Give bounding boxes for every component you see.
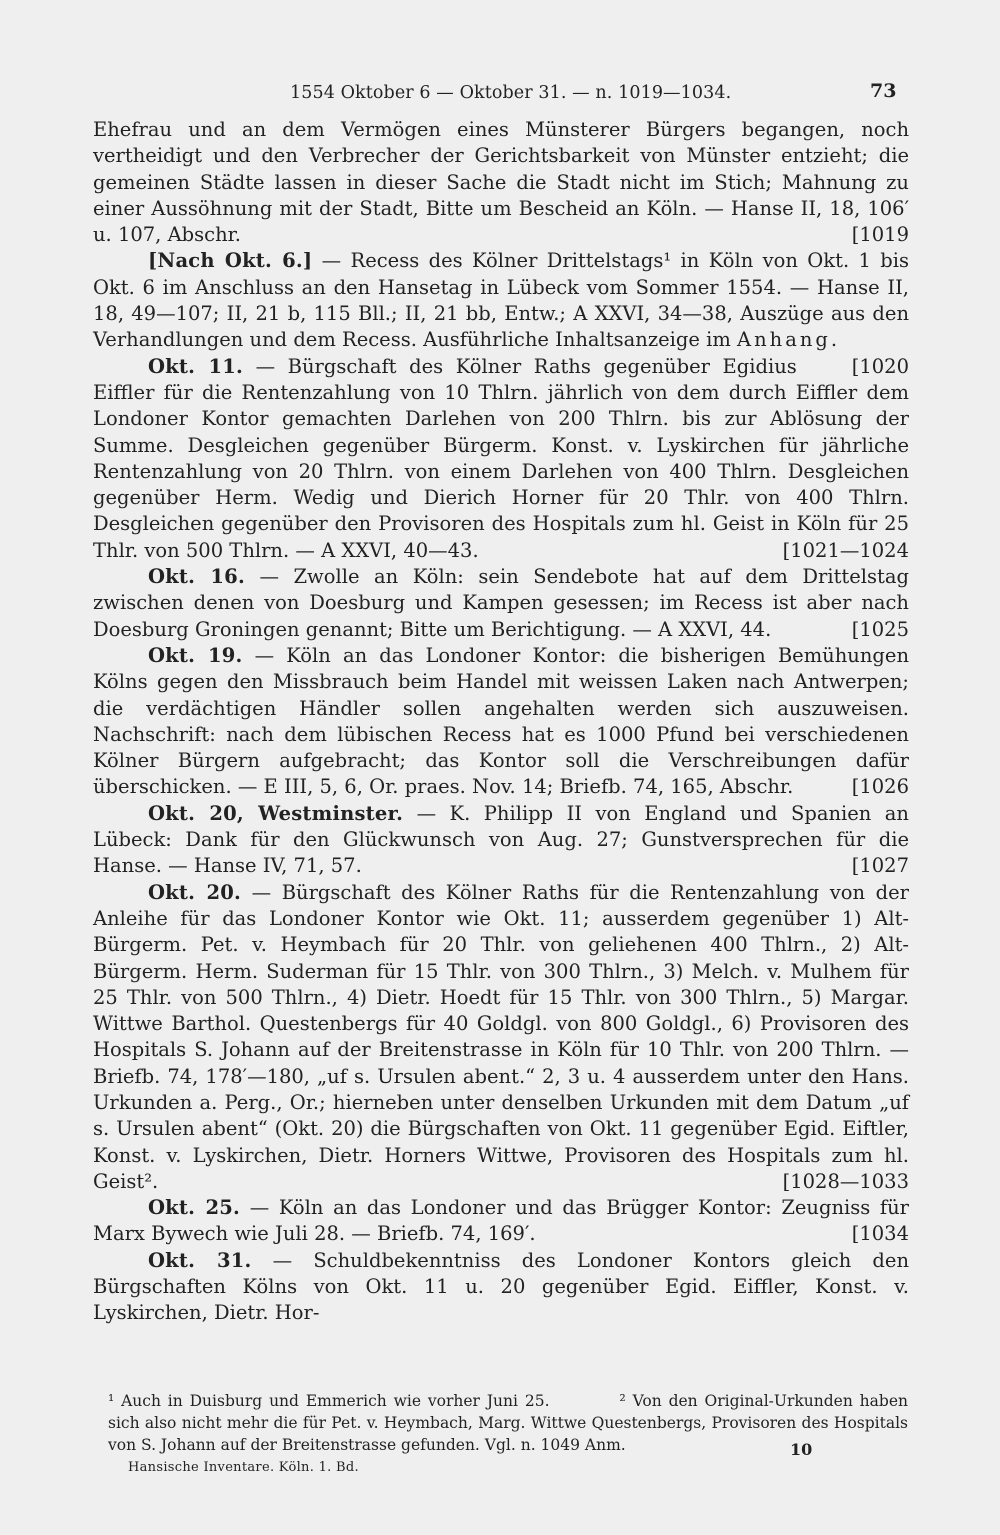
body-text — [93, 117, 909, 1327]
entry-1028-1033 — [93, 880, 909, 1196]
entry-date: Okt. 20. — [148, 880, 242, 904]
entry-number: [1025 — [851, 617, 909, 641]
entry-date: Okt. 16. — [148, 565, 245, 589]
entry-1026 — [93, 643, 909, 801]
entry-text: — K. Philipp II von England und Spanien an Lübeck: Dank für den Glückwunsch von Aug. 27; Gunstversprechen für die Hanse. — Hanse IV, 71, 57. — [93, 801, 909, 878]
entry-date: [Nach Okt. 6.] — [148, 249, 313, 273]
footnote-block — [108, 1390, 908, 1456]
entry-text: — Köln an das Londoner und das Brügger Kontor: Zeugniss für Marx Bywech wie Juli 28. — Briefb. 74, 169′. — [93, 1196, 910, 1246]
entry-text: Ehefrau und an dem Vermögen eines Münsterer Bürgers begangen, noch vertheidigt und den Verbrecher der Gerichtsbarkeit von Münster entzieht; die gemeinen Städte lassen in dieser Sache die Stadt nicht im Stich; Mahnung zu einer Aussöhnung mit der Stadt, Bitte um Bescheid an Köln. — Hanse II, 18, 106′ u. 107, Abschr. — [93, 118, 909, 247]
entry-date: Okt. 19. — [148, 643, 243, 667]
footnote-1: ¹ Auch in Duisburg und Emmerich wie vorher Juni 25. — [108, 1392, 550, 1410]
running-title: 1554 Oktober 6 — Oktober 31. — n. 1019—1034. — [290, 83, 732, 103]
entry-text: — Schuldbekenntniss des Londoner Kontors gleich den Bürgschaften Kölns von Okt. 11 u. 20 gegenüber Egid. Eiffler, Konst. v. Lyskirchen, Dietr. Hor- — [93, 1248, 909, 1325]
entry-number: [1034 — [851, 1222, 909, 1246]
entry-text-spaced: Anhang. — [737, 328, 841, 352]
entry-text: — Zwolle an Köln: sein Sendebote hat auf dem Drittelstag zwischen denen von Doesburg und Kampen gesessen; im Recess ist aber nach Doesburg Groningen genannt; Bitte um Berichtigung. — A XXVI, 44. — [93, 565, 909, 641]
entry-number: [1026 — [851, 775, 909, 799]
entry-text: — Bürgschaft des Kölner Raths gegenüber Egidius Eiffler für die Rentenzahlung von 10 Thlrn. jährlich von dem durch Eiffler dem Londoner Kontor gemachten Darlehen von 200 Thlrn. bis zur Ablösung der Summe. Desgleichen gegenüber Bürgerm. Konst. v. Lyskirchen für jährliche Rentenzahlung von 20 Thlrn. von einem Darlehen von 400 Thlrn. Desgleichen gegenüber Herm. Wedig und Dierich Horner für 20 Thlr. von 400 Thlrn. Desgleichen gegenüber den Provisoren des Hospitals zum hl. Geist in Köln für 25 Thlr. von 500 Thlrn. — A XXVI, 40—43. — [93, 354, 909, 562]
entry-1021-1024 — [93, 354, 909, 564]
entry-1034 — [93, 1195, 909, 1248]
entry-date: Okt. 20, Westminster. — [148, 801, 404, 825]
entry-number: [1027 — [851, 854, 909, 878]
entry-number: [1020 — [851, 354, 909, 378]
printer-imprint: Hansische Inventare. Köln. 1. Bd. — [128, 1460, 359, 1475]
entry-text: — Köln an das Londoner Kontor: die bisherigen Bemühungen Kölns gegen den Missbrauch beim Handel mit weissen Laken nach Antwerpen; die verdächtigen Händler sollen angehalten werden sich auszuweisen. Nachschrift: nach dem lübischen Recess hat es 1000 Pfund bei verschiedenen Kölner Bürgern aufgebracht; das Kontor soll die Verschreibungen dafür überschicken. — E III, 5, 6, Or. praes. Nov. 14; Briefb. 74, 165, Abschr. — [93, 643, 909, 799]
entry-text: — Bürgschaft des Kölner Raths für die Rentenzahlung von der Anleihe für das Londoner Kontor wie Okt. 11; ausserdem gegenüber 1) Alt-Bürgerm. Pet. v. Heymbach für 20 Thlr. von geliehenen 400 Thlrn., 2) Alt-Bürgerm. Herm. Suderman für 15 Thlr. von 300 Thlrn., 3) Melch. v. Mulhem für 25 Thlr. von 500 Thlrn., 4) Dietr. Hoedt für 15 Thlr. von 300 Thlrn., 5) Margar. Wittwe Barthol. Questenbergs für 40 Goldgl. von 800 Goldgl., 6) Provisoren des Hospitals S. Johann auf der Breitenstrasse in Köln für 10 Thlr. von 200 Thlrn. — Briefb. 74, 178′—180, „uf s. Ursulen abent.“ 2, 3 u. 4 ausserdem unter den Hans. Urkunden a. Perg., Or.; hierneben unter denselben Urkunden mit dem Datum „uf s. Ursulen abent“ (Okt. 20) die Bürgschaften von Okt. 11 gegenüber Egid. Eiftler, Konst. v. Lyskirchen, Dietr. Horners Wittwe, Provisoren des Hospitals zum hl. Geist². — [93, 880, 910, 1193]
entry-okt-31 — [93, 1248, 909, 1327]
entry-text: — Recess des Kölner Drittelstags¹ in Köln von Okt. 1 bis Okt. 6 im Anschluss an den Hansetag in Lübeck vom Sommer 1554. — Hanse II, 18, 49—107; II, 21 b, 115 Bll.; II, 21 bb, Entw.; A XXVI, 34—38, Auszüge aus den Verhandlungen und dem Recess. Ausführliche Inhaltsanzeige im — [93, 249, 909, 352]
entry-number: [1021—1024 — [782, 538, 909, 562]
entry-date: Okt. 11. — [148, 354, 243, 378]
entry-number: [1019 — [851, 223, 909, 247]
entry-date: Okt. 31. — [148, 1248, 252, 1272]
entry-1025 — [93, 564, 909, 643]
entry-date: Okt. 25. — [148, 1196, 241, 1220]
footnotes — [108, 1390, 908, 1456]
entry-1027 — [93, 801, 909, 880]
entry-1019 — [93, 117, 909, 248]
entry-number: [1028—1033 — [782, 1169, 909, 1193]
signature-mark: 10 — [790, 1440, 813, 1459]
page-number: 73 — [870, 80, 897, 102]
footnote-2: ² Von den Original-Urkunden haben sich also nicht mehr die für Pet. v. Heymbach, Marg. Wittwe Questenbergs, Provisoren des Hospitals von S. Johann auf der Breitenstrasse gefunden. Vgl. n. 1049 Anm. — [108, 1392, 908, 1454]
